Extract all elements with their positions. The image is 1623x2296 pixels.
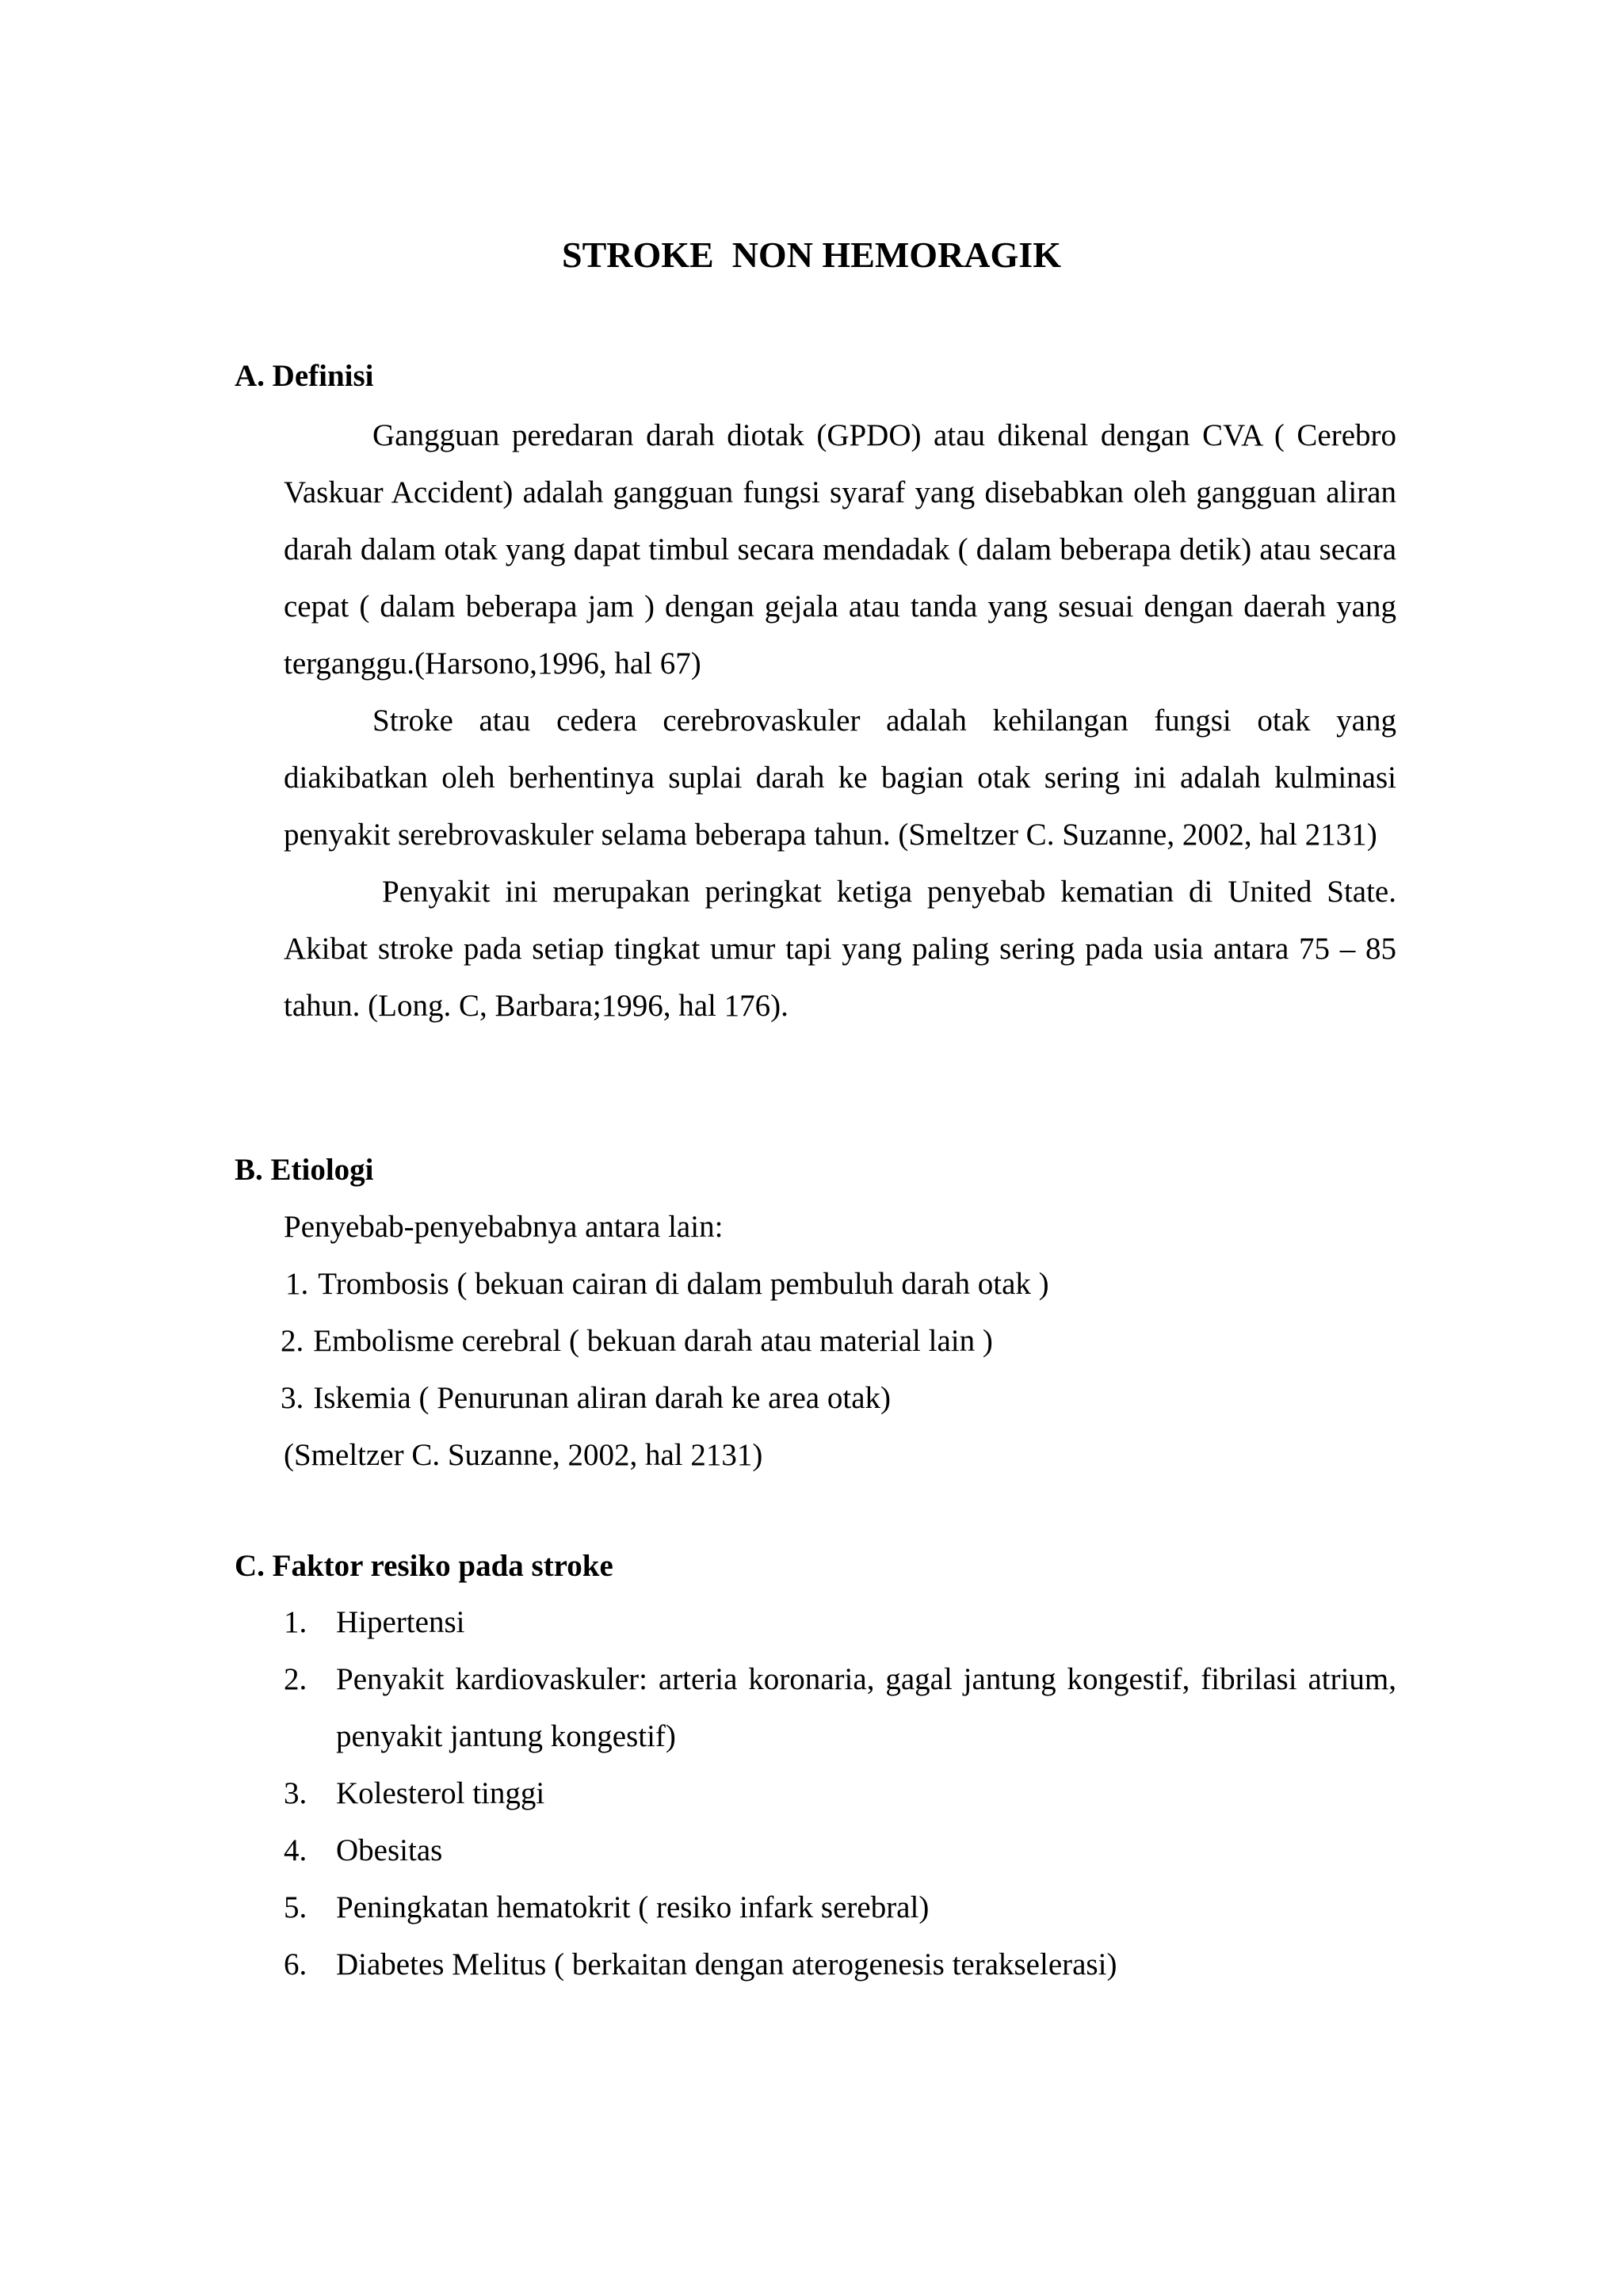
risk-factor-number: 3. xyxy=(284,1776,307,1810)
etiology-item xyxy=(281,1379,891,1418)
risk-factor-item xyxy=(284,1822,1396,1879)
risk-factor-item xyxy=(284,1765,1396,1822)
risk-factor-item xyxy=(284,1936,1396,1993)
risk-factor-item xyxy=(284,1651,1396,1765)
definition-paragraph-3: Penyakit ini merupakan peringkat ketiga penyebab kematian di United State. Akibat stroke pada setiap tingkat umur tapi yang paling sering pada usia antara 75 – 85 tahun. (Long. C, Barbara;1996, hal 176). xyxy=(284,875,1396,1023)
risk-factor-item xyxy=(284,1879,1396,1936)
definition-paragraph-1: Gangguan peredaran darah diotak (GPDO) atau dikenal dengan CVA ( Cerebro Vaskuar Accident) adalah gangguan fungsi syaraf yang disebabkan oleh gangguan aliran darah dalam otak yang dapat timbul secara mendadak ( dalam beberapa detik) atau secara cepat ( dalam beberapa jam ) dengan gejala atau tanda yang sesuai dengan daerah yang terganggu.(Harsono,1996, hal 67) xyxy=(284,418,1396,681)
section-b-heading: B. Etiologi xyxy=(235,1153,374,1187)
risk-factor-number: 6. xyxy=(284,1947,307,1981)
risk-factor-number: 4. xyxy=(284,1833,307,1867)
etiology-intro: Penyebab-penyebabnya antara lain: xyxy=(284,1210,724,1244)
etiology-item-text: Iskemia ( Penurunan aliran darah ke area otak) xyxy=(313,1381,891,1415)
etiology-item-text: Embolisme cerebral ( bekuan darah atau material lain ) xyxy=(313,1324,993,1358)
risk-factor-number: 5. xyxy=(284,1890,307,1924)
definition-paragraph-2: Stroke atau cedera cerebrovaskuler adalah kehilangan fungsi otak yang diakibatkan oleh berhentinya suplai darah ke bagian otak sering ini adalah kulminasi penyakit serebrovaskuler selama beberapa tahun. (Smeltzer C. Suzanne, 2002, hal 2131) xyxy=(284,704,1396,852)
section-a-body xyxy=(284,407,1396,1035)
risk-factor-item xyxy=(284,1594,1396,1651)
etiology-item xyxy=(281,1322,993,1361)
etiology-item-number: 2. xyxy=(281,1324,304,1358)
etiology-citation: (Smeltzer C. Suzanne, 2002, hal 2131) xyxy=(284,1438,763,1472)
risk-factor-number: 1. xyxy=(284,1605,307,1639)
etiology-item-number: 3. xyxy=(281,1381,304,1415)
section-c-heading: C. Faktor resiko pada stroke xyxy=(235,1549,613,1583)
risk-factor-text: Penyakit kardiovaskuler: arteria koronaria, gagal jantung kongestif, fibrilasi atrium, penyakit jantung kongestif) xyxy=(336,1662,1396,1753)
etiology-item-number: 1. xyxy=(285,1267,309,1301)
page-title: STROKE NON HEMORAGIK xyxy=(561,235,1061,275)
risk-factor-text: Hipertensi xyxy=(336,1605,465,1639)
risk-factor-number: 2. xyxy=(284,1662,307,1696)
risk-factor-text: Kolesterol tinggi xyxy=(336,1776,545,1810)
section-a-heading: A. Definisi xyxy=(235,359,374,393)
etiology-item-text: Trombosis ( bekuan cairan di dalam pembuluh darah otak ) xyxy=(318,1267,1049,1301)
etiology-item xyxy=(285,1264,1049,1304)
risk-factor-text: Obesitas xyxy=(336,1833,443,1867)
risk-factor-text: Peningkatan hematokrit ( resiko infark serebral) xyxy=(336,1890,930,1924)
risk-factor-text: Diabetes Melitus ( berkaitan dengan aterogenesis terakselerasi) xyxy=(336,1947,1117,1981)
